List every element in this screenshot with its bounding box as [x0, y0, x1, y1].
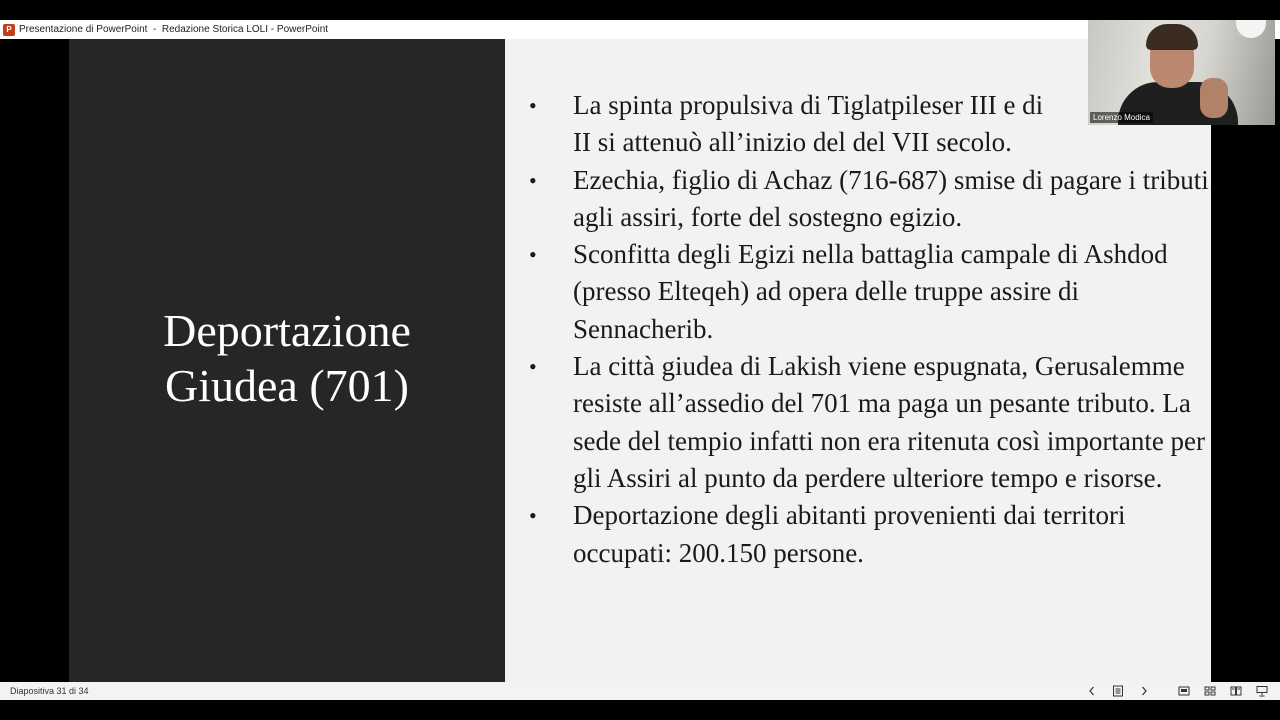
window-title: Presentazione di PowerPoint - Redazione Storica LOLI - PowerPoint	[19, 24, 329, 35]
bullet-dot: •	[529, 242, 537, 268]
slide-content-panel	[505, 39, 1211, 682]
bullet-item	[529, 162, 1209, 237]
video-background-lamp	[1236, 20, 1266, 38]
bullet-text: La città giudea di Lakish viene espugnata, Gerusalemme resiste all’assedio del 701 ma paga un pesante tributo. La sede del tempio infatti non era ritenuta così importante per gli Assiri al punto da perdere ulteriore tempo e risorse.	[573, 351, 1206, 493]
bullet-item	[529, 497, 1209, 572]
status-icon-group	[1074, 682, 1270, 700]
bullet-text: La spinta propulsiva di Tiglatpileser III e di	[573, 90, 1044, 120]
reading-view-icon[interactable]	[1228, 683, 1244, 699]
bullet-dot: •	[529, 503, 537, 529]
participant-video-tile[interactable]	[1088, 20, 1275, 125]
slide-title-line: Deportazione	[163, 305, 411, 356]
participant-name-label: Lorenzo Modica	[1090, 112, 1153, 123]
slide-stage	[0, 39, 1280, 682]
slide-thumbnail-icon[interactable]	[1110, 683, 1126, 699]
video-person-hand	[1200, 78, 1228, 118]
bullet-text: Deportazione degli abitanti provenienti dai territori occupati: 200.150 persone.	[573, 500, 1126, 568]
powerpoint-icon: P	[3, 24, 15, 36]
bullet-text: Sconfitta degli Egizi nella battaglia campale di Ashdod (presso Elteqeh) ad opera delle truppe assire di Sennacherib.	[573, 239, 1168, 344]
status-bar	[0, 682, 1280, 700]
chevron-right-icon[interactable]	[1136, 683, 1152, 699]
slideshow-icon[interactable]	[1254, 683, 1270, 699]
slide-title	[69, 303, 505, 413]
bullet-item	[529, 236, 1209, 348]
normal-view-icon[interactable]	[1176, 683, 1192, 699]
bullet-text: Ezechia, figlio di Achaz (716-687) smise di pagare i tributi agli assiri, forte del sostegno egizio.	[573, 164, 1209, 232]
slide-counter[interactable]: Diapositiva 31 di 34	[10, 686, 89, 696]
slide-title-panel	[69, 39, 505, 682]
chevron-left-icon[interactable]	[1084, 683, 1100, 699]
bullet-text-line2: II si attenuò all’inizio del del VII secolo.	[573, 127, 1012, 158]
bullet-dot: •	[529, 167, 537, 193]
bullet-dot: •	[529, 354, 537, 380]
video-person-hair	[1146, 24, 1198, 50]
slide-title-line: Giudea (701)	[165, 360, 409, 411]
bullet-item	[529, 348, 1209, 497]
slide-sorter-icon[interactable]	[1202, 683, 1218, 699]
bullet-list	[529, 87, 1209, 572]
bullet-dot: •	[529, 93, 537, 118]
